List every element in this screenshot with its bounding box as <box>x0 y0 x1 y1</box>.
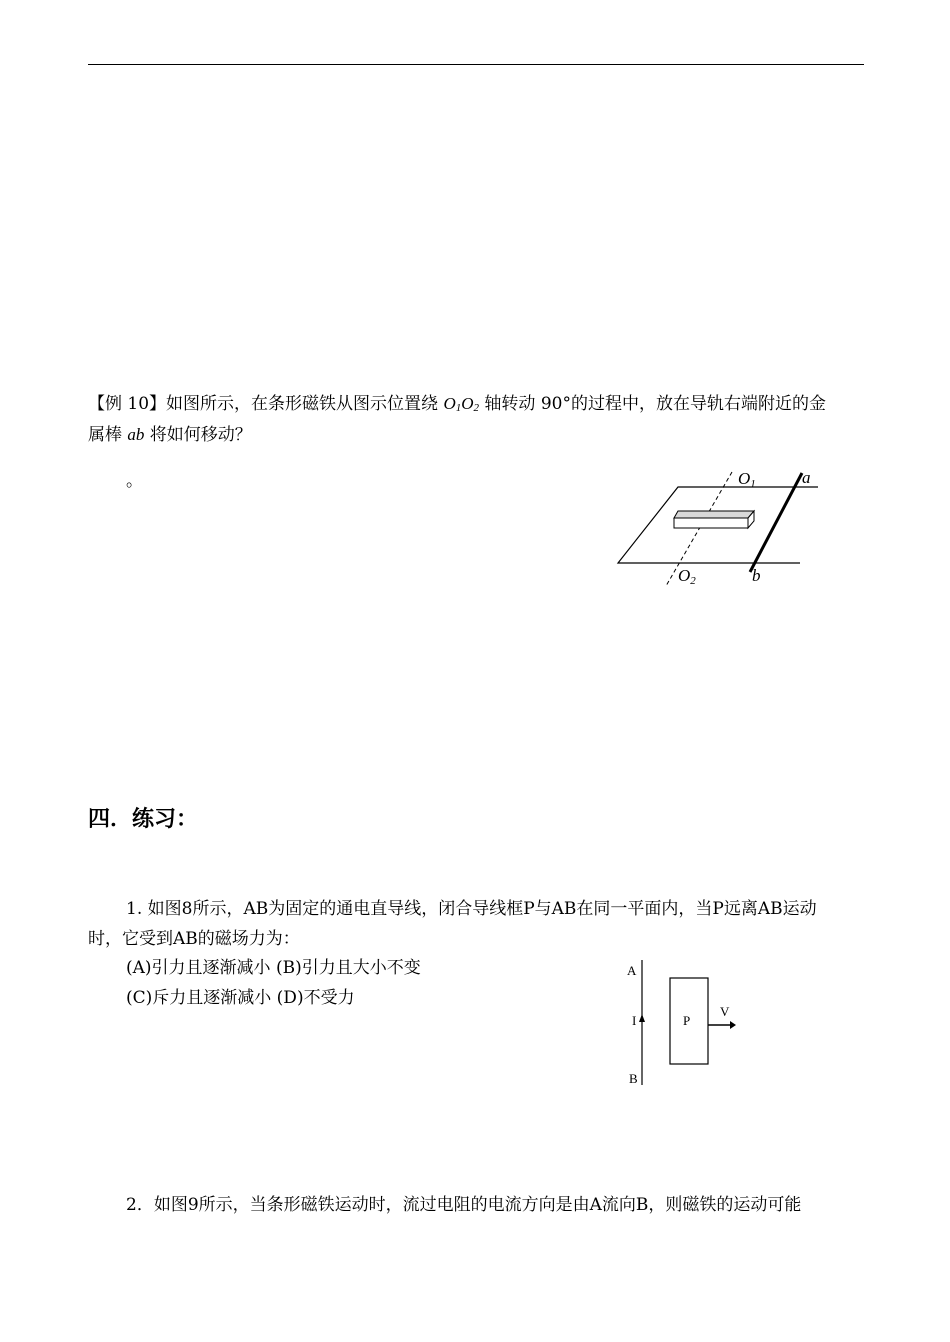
label-A: A <box>627 963 637 978</box>
bar-magnet-top <box>674 511 754 518</box>
example10-text-b: 轴转动 90°的过程中，放在导轨右端附近的金 <box>479 394 826 414</box>
example10-tag: 【例 10】 <box>88 394 167 414</box>
answer-mark: 。 <box>126 471 143 491</box>
q2-line1: 2．如图9所示，当条形磁铁运动时，流过电阻的电流方向是由A流向B，则磁铁的运动可能 <box>126 1195 802 1215</box>
q1-line2: 时，它受到AB的磁场力为： <box>88 929 300 949</box>
q1-line1: 1. 如图8所示，AB为固定的通电直导线，闭合导线框P与AB在同一平面内，当P远离AB运动 <box>126 899 817 919</box>
velocity-arrow-icon <box>730 1021 736 1029</box>
example10-line2: 属棒 ab 将如何移动？ <box>88 425 252 445</box>
figure-magnet-rails <box>600 460 840 595</box>
label-V: V <box>720 1004 730 1019</box>
symbol-ab: ab <box>127 425 145 444</box>
symbol-o1: O1O2 <box>443 394 480 414</box>
header-rule <box>88 64 864 65</box>
label-a: a <box>802 468 811 487</box>
current-arrow-icon <box>639 1014 645 1022</box>
bar-magnet-front <box>674 518 748 528</box>
figure-8-wire-frame <box>620 955 750 1090</box>
label-I: I <box>632 1013 637 1028</box>
metal-rod-ab <box>750 473 802 572</box>
label-o2: O2 <box>678 566 696 587</box>
label-B: B <box>629 1071 638 1086</box>
q1-options-line2: (C)斥力且逐渐减小 (D)不受力 <box>126 988 355 1008</box>
section-title: 四．练习： <box>88 807 199 832</box>
label-o1: O1 <box>738 469 756 490</box>
example10-text-a: 如图所示，在条形磁铁从图示位置绕 <box>166 394 444 414</box>
label-P: P <box>683 1013 691 1028</box>
example10-line1 <box>88 393 826 419</box>
q1-options-line1: (A)引力且逐渐减小 (B)引力且大小不变 <box>126 958 421 978</box>
label-b: b <box>752 566 761 585</box>
